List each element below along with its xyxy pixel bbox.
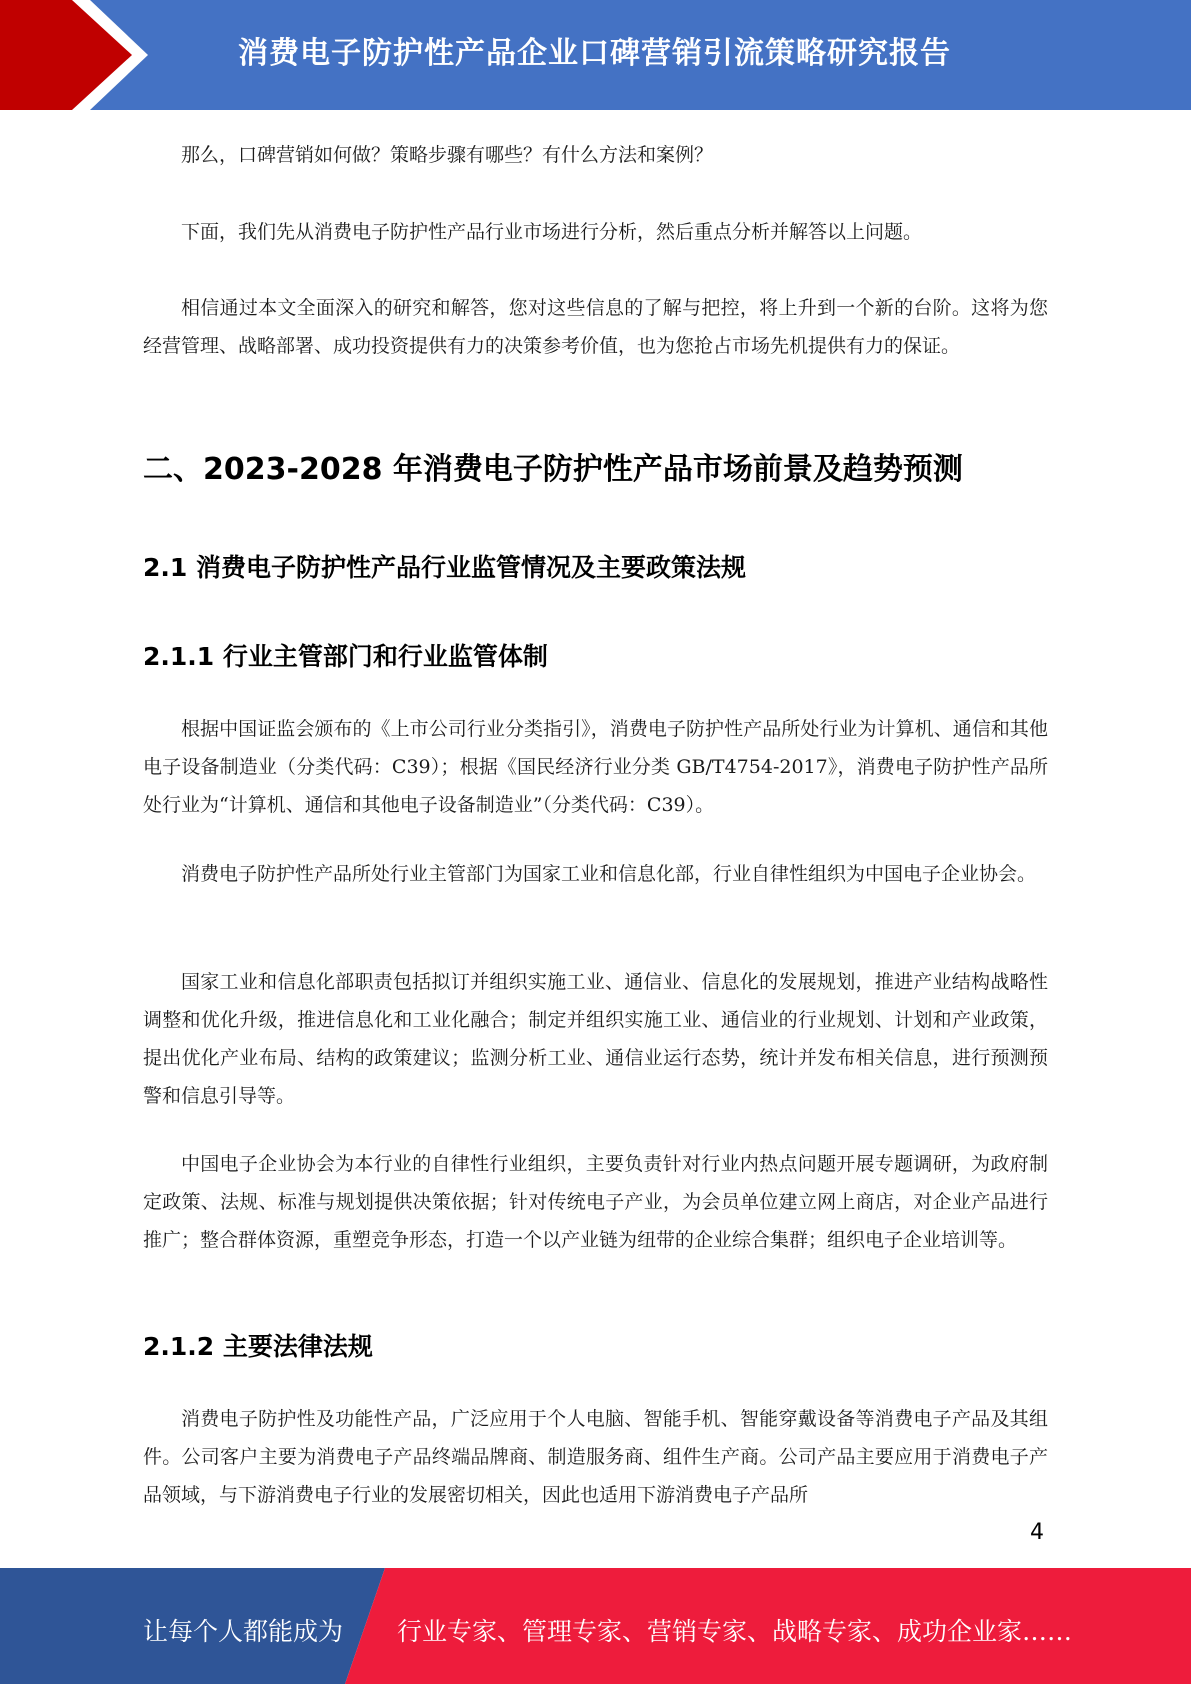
header-title: 消费电子防护性产品企业口碑营销引流策略研究报告 <box>238 36 951 71</box>
paragraph-intro-3: 相信通过本文全面深入的研究和解答，您对这些信息的了解与把控，将上升到一个新的台阶。这将为您经营管理、战略部署、成功投资提供有力的决策参考价值，也为您抢占市场先机提供有力的保证。 <box>143 297 1048 357</box>
paragraph-211-2: 消费电子防护性产品所处行业主管部门为国家工业和信息化部，行业自律性组织为中国电子企业协会。 <box>181 863 1037 885</box>
footer-slogan-left: 让每个人都能成为 <box>143 1617 344 1646</box>
footer-slogan-right: 行业专家、管理专家、营销专家、战略专家、成功企业家…… <box>397 1617 1073 1646</box>
subsubsection-title-2: 2.1.2 主要法律法规 <box>143 1332 373 1361</box>
paragraph-intro-2: 下面，我们先从消费电子防护性产品行业市场进行分析，然后重点分析并解答以上问题。 <box>181 221 923 243</box>
page-header <box>0 0 1191 110</box>
page-number: 4 <box>1030 1520 1044 1545</box>
subsection-title: 2.1 消费电子防护性产品行业监管情况及主要政策法规 <box>143 553 746 582</box>
header-arrow-graphic <box>0 0 160 110</box>
paragraph-211-4: 中国电子企业协会为本行业的自律性行业组织，主要负责针对行业内热点问题开展专题调研，为政府制定政策、法规、标准与规划提供决策依据；针对传统电子产业，为会员单位建立网上商店，对企业产品进行推广；整合群体资源，重塑竞争形态，打造一个以产业链为纽带的企业综合集群；组织电子企业培训等。 <box>143 1153 1048 1251</box>
page-footer <box>0 1568 1191 1684</box>
subsubsection-title-1: 2.1.1 行业主管部门和行业监管体制 <box>143 642 548 671</box>
paragraph-intro-1: 那么，口碑营销如何做？策略步骤有哪些？有什么方法和案例？ <box>181 144 714 166</box>
paragraph-211-3: 国家工业和信息化部职责包括拟订并组织实施工业、通信业、信息化的发展规划，推进产业结构战略性调整和优化升级，推进信息化和工业化融合；制定并组织实施工业、通信业的行业规划、计划和产业政策，提出优化产业布局、结构的政策建议；监测分析工业、通信业运行态势，统计并发布相关信息，进行预测预警和信息引导等。 <box>143 971 1048 1107</box>
paragraph-211-1: 根据中国证监会颁布的《上市公司行业分类指引》，消费电子防护性产品所处行业为计算机、通信和其他电子设备制造业（分类代码：C39）；根据《国民经济行业分类 GB/T4754-2017》，消费电子防护性产品所处行业为“计算机、通信和其他电子设备制造业”（分类代码：C39）。 <box>143 718 1048 816</box>
section-title: 二、2023-2028 年消费电子防护性产品市场前景及趋势预测 <box>143 452 963 487</box>
paragraph-212-1: 消费电子防护性及功能性产品，广泛应用于个人电脑、智能手机、智能穿戴设备等消费电子产品及其组件。公司客户主要为消费电子产品终端品牌商、制造服务商、组件生产商。公司产品主要应用于消费电子产品领域，与下游消费电子行业的发展密切相关，因此也适用下游消费电子产品所 <box>143 1408 1048 1506</box>
